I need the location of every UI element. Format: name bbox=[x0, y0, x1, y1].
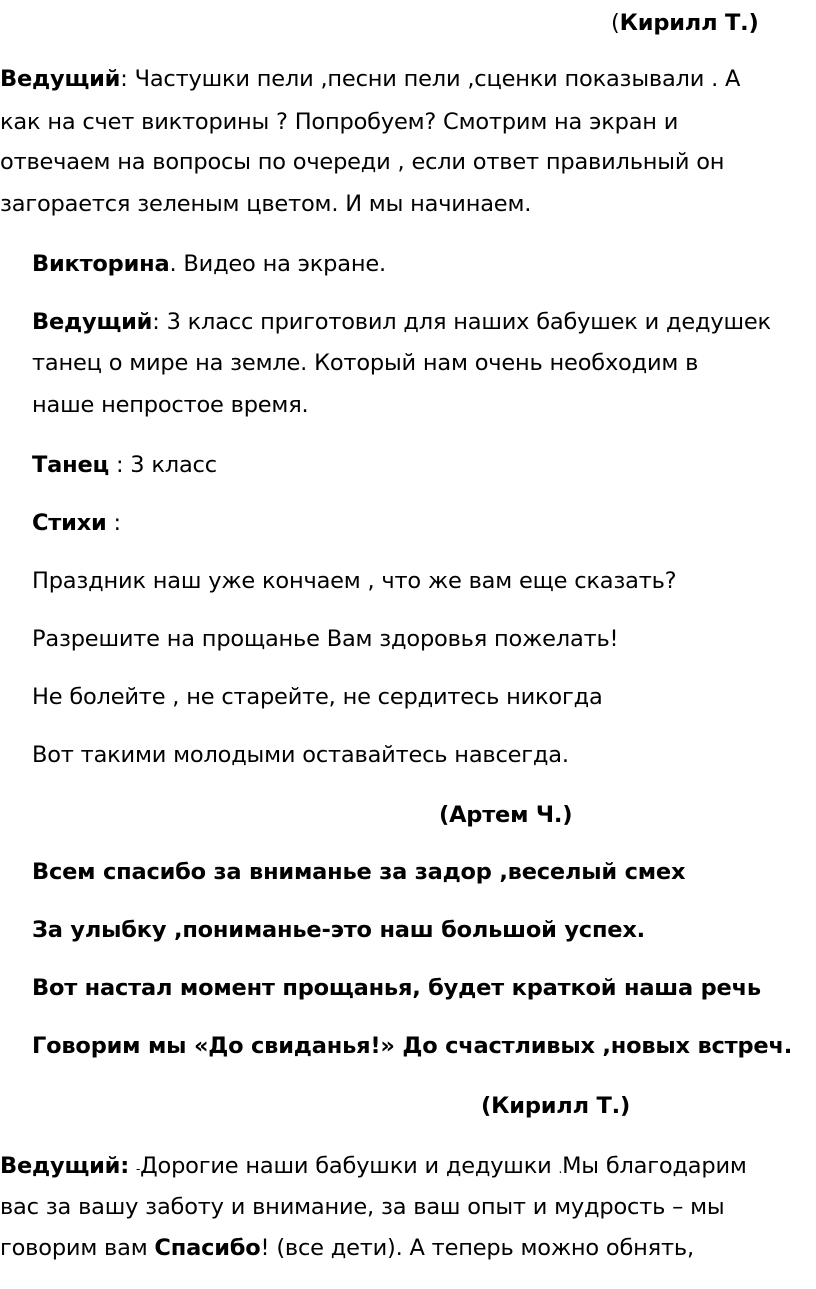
poems-line bbox=[32, 508, 121, 538]
dot-mark: . bbox=[558, 1162, 563, 1176]
host3-line-2: вас за вашу заботу и внимание, за ваш опыт и мудрость – мы bbox=[0, 1194, 725, 1220]
poem2-line-2: За улыбку ,пониманье-это наш большой успех. bbox=[32, 917, 646, 943]
poem1-line-1: Праздник наш уже кончаем , что же вам еще сказать? bbox=[32, 568, 677, 594]
attribution-kirill-1 bbox=[611, 8, 759, 38]
host3-line3-start: говорим вам bbox=[0, 1235, 155, 1261]
dance-label: Танец bbox=[32, 452, 110, 478]
poem1-line-4: Вот такими молодыми оставайтесь навсегда. bbox=[32, 742, 569, 768]
poem1-line-3: Не болейте , не старейте, не сердитесь никогда bbox=[32, 684, 603, 710]
host-line-3: отвечаем на вопросы по очереди , если ответ правильный он bbox=[0, 149, 725, 175]
poem1-line-2: Разрешите на прощанье Вам здоровья пожелать! bbox=[32, 626, 619, 652]
quiz-text: . Видео на экране. bbox=[169, 251, 386, 277]
dance-line bbox=[32, 450, 217, 480]
host3-text: Дорогие наши бабушки и дедушки bbox=[140, 1153, 552, 1179]
dash-mark: - bbox=[136, 1162, 141, 1176]
quiz-label: Викторина bbox=[32, 251, 170, 277]
poems-label: Стихи bbox=[32, 510, 107, 536]
poems-colon: : bbox=[106, 510, 121, 536]
quiz-line bbox=[32, 249, 386, 279]
speaker-label: Ведущий bbox=[0, 66, 121, 92]
thanks-word: Спасибо bbox=[154, 1235, 261, 1261]
host2-line-1 bbox=[32, 307, 771, 337]
attribution-open-paren: ( bbox=[611, 10, 620, 36]
host3-line-3 bbox=[0, 1233, 694, 1263]
poem2-line-3: Вот настал момент прощанья, будет краткой наша речь bbox=[32, 975, 761, 1001]
host3-line-1 bbox=[0, 1151, 747, 1184]
host-line-4: загорается зеленым цветом. И мы начинаем. bbox=[0, 191, 532, 217]
attribution-name: Кирилл Т.) bbox=[619, 10, 759, 36]
attribution-artem: (Артем Ч.) bbox=[439, 802, 573, 828]
host3-line3-end: ! (все дети). А теперь можно обнять, bbox=[260, 1235, 694, 1261]
poem2-line-1: Всем спасибо за вниманье за задор ,веселый смех bbox=[32, 859, 686, 885]
poem2-line-4: Говорим мы «До свиданья!» До счастливых ,новых встреч. bbox=[32, 1033, 793, 1059]
dance-text: : 3 класс bbox=[109, 452, 217, 478]
host-line-2: как на счет викторины ? Попробуем? Смотрим на экран и bbox=[0, 109, 679, 135]
host-line-1 bbox=[0, 64, 740, 94]
host2-line-3: наше непростое время. bbox=[32, 392, 309, 418]
speaker-label: Ведущий: bbox=[0, 1153, 130, 1179]
speaker-label: Ведущий bbox=[32, 309, 153, 335]
attribution-kirill-2: (Кирилл Т.) bbox=[481, 1093, 631, 1119]
host2-line-2: танец о мире на земле. Который нам очень необходим в bbox=[32, 350, 699, 376]
host-text: : Частушки пели ,песни пели ,сценки показывали . А bbox=[120, 66, 741, 92]
host2-text: : 3 класс приготовил для наших бабушек и дедушек bbox=[152, 309, 771, 335]
host3-text-end: Мы благодарим bbox=[562, 1153, 747, 1179]
